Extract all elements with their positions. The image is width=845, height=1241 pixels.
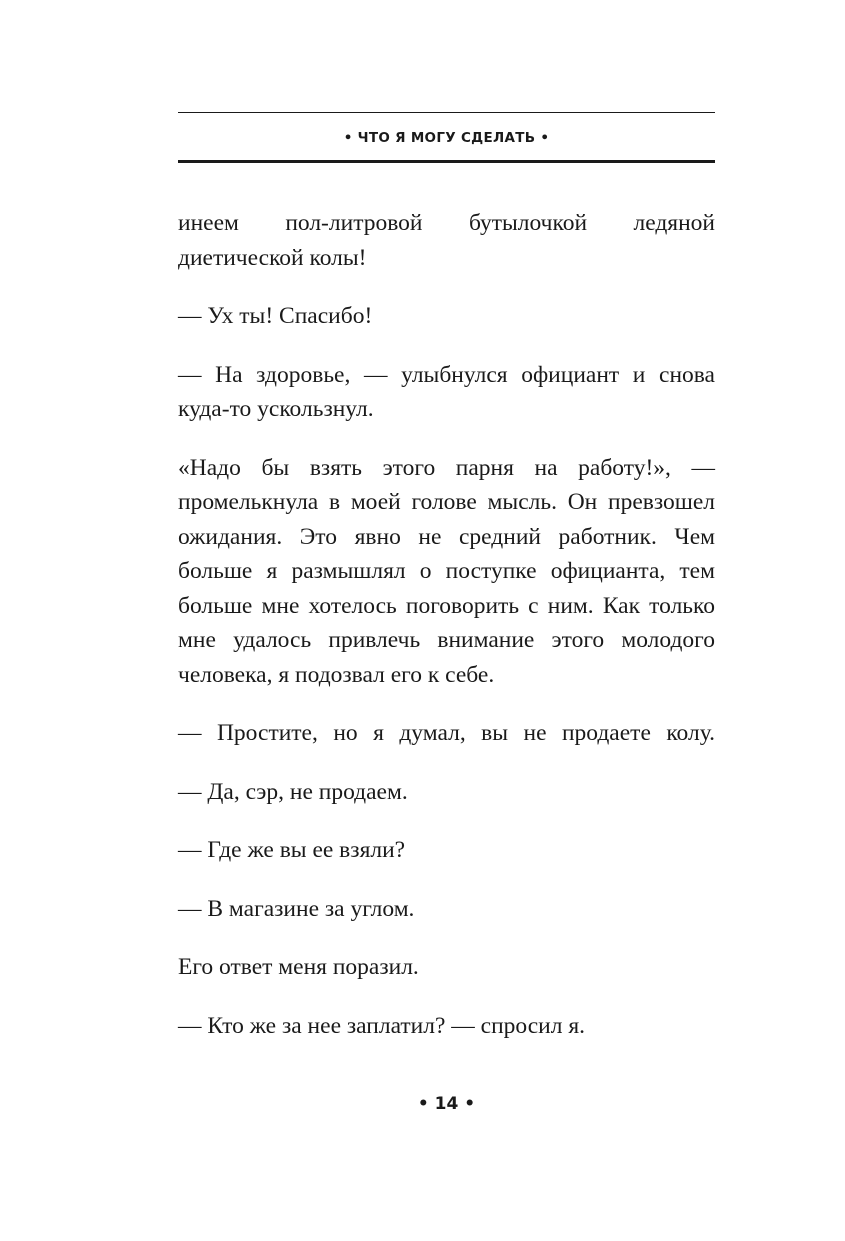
paragraph: — Простите, но я думал, вы не продаете колу. xyxy=(178,720,715,746)
page-header xyxy=(178,112,715,164)
paragraph: «Надо бы взять этого парня на работу!», — промелькнула в моей голове мысль. Он превзошел ожидания. Это явно не средний работник. Чем больше я размышлял о поступке официанта, тем больше мне хотелось поговорить с ним. Как только мне удалось привлечь внимание этого молодого человека, я подозвал его к себе. xyxy=(178,454,715,688)
header-top-rule xyxy=(178,112,715,113)
paragraph: — Кто же за нее заплатил? — спросил я. xyxy=(178,1012,586,1039)
page-number: • 14 • xyxy=(417,1094,476,1114)
paragraph: — Ух ты! Спасибо! xyxy=(178,303,373,329)
paragraph: — Где же вы ее взяли? xyxy=(178,837,406,863)
paragraph: — Да, сэр, не продаем. xyxy=(178,778,408,805)
body-text xyxy=(178,206,715,1067)
paragraph: — В магазине за углом. xyxy=(178,895,415,922)
paragraph: Его ответ меня поразил. xyxy=(178,954,419,980)
paragraph: инеем пол-литровой бутылочкой ледяной диетической колы! xyxy=(178,210,715,271)
running-title: • ЧТО Я МОГУ СДЕЛАТЬ • xyxy=(343,130,550,146)
paragraph: — На здоровье, — улыбнулся официант и снова куда-то ускользнул. xyxy=(178,361,715,422)
header-bottom-rule xyxy=(178,160,715,163)
